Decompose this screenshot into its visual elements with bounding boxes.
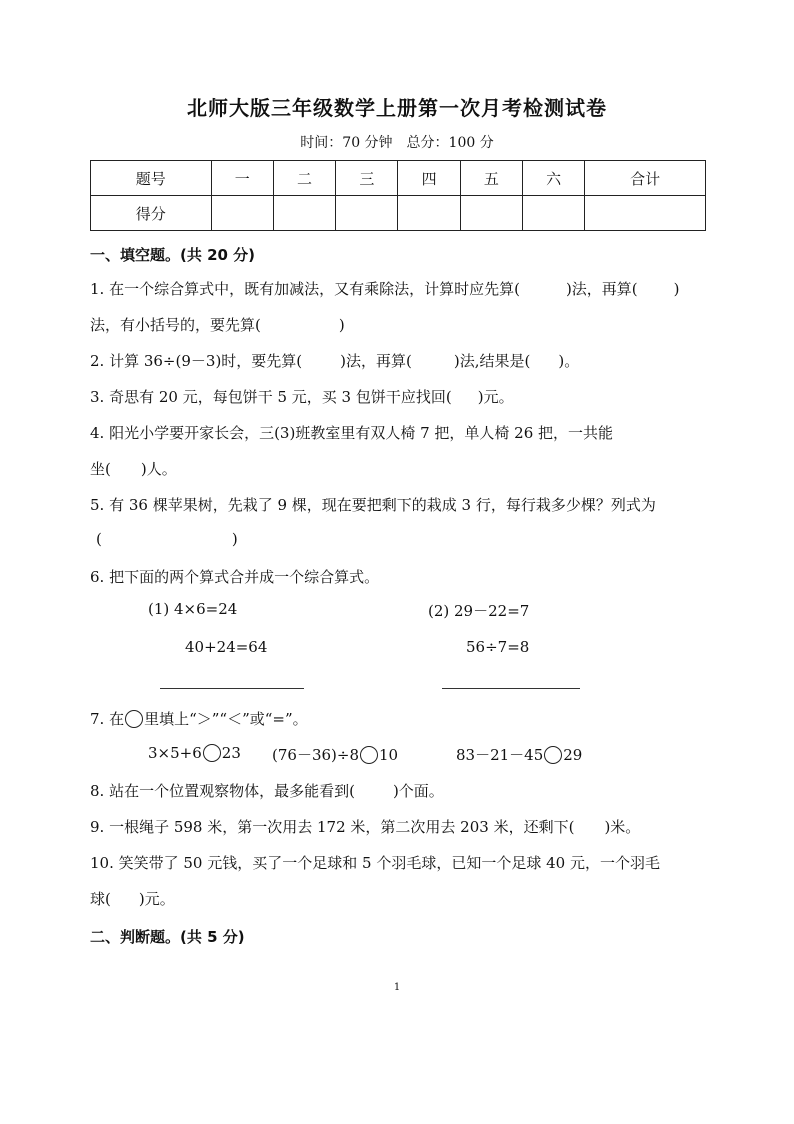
q1-text-e: ) xyxy=(338,316,345,334)
q5-text-a: ( xyxy=(96,530,102,548)
header-cell: 四 xyxy=(398,161,460,196)
q6-right-equation-1: (2) 29－22=7 xyxy=(428,602,530,620)
question-7 xyxy=(90,708,308,729)
circle-icon xyxy=(125,710,143,728)
exam-info: 时间：70 分钟 总分：100 分 xyxy=(300,135,494,151)
q7-expr: 3×5+6 xyxy=(148,744,202,762)
score-table-header-row xyxy=(91,161,706,196)
question-5-line-1: 5. 有 36 棵苹果树，先栽了 9 棵，现在要把剩下的栽成 3 行，每行栽多少棵？列式为 xyxy=(90,496,656,514)
q5-text-b: ) xyxy=(231,530,238,548)
q7-text-b: 里填上“＞”“＜”或“=”。 xyxy=(144,710,308,728)
q7-comparison-3 xyxy=(456,744,582,765)
question-10-line-2 xyxy=(90,888,175,909)
q7-expr: 83－21－45 xyxy=(456,746,544,764)
q2-text-d: )。 xyxy=(558,352,580,370)
header-cell: 题号 xyxy=(91,161,212,196)
question-4-line-1: 4. 阳光小学要开家长会，三(3)班教室里有双人椅 7 把，单人椅 26 把，一共能 xyxy=(90,424,614,442)
question-10-line-1: 10. 笑笑带了 50 元钱，买了一个足球和 5 个羽毛球，已知一个足球 40 元，一个羽毛 xyxy=(90,854,660,872)
question-1-line-1 xyxy=(90,278,680,299)
q1-text-b: )法，再算( xyxy=(565,280,638,298)
question-1-line-2 xyxy=(90,314,345,335)
header-cell: 三 xyxy=(336,161,398,196)
q8-text-b: )个面。 xyxy=(392,782,444,800)
score-cell[interactable] xyxy=(211,196,273,231)
row-label-cell: 得分 xyxy=(91,196,212,231)
score-cell[interactable] xyxy=(398,196,460,231)
compare-circle[interactable] xyxy=(544,746,562,764)
score-cell[interactable] xyxy=(336,196,398,231)
q3-text-b: )元。 xyxy=(477,388,514,406)
q7-text-a: 7. 在 xyxy=(90,710,125,728)
q7-comparison-2 xyxy=(272,744,398,765)
question-8 xyxy=(90,780,444,801)
q7-expr: (76－36)÷8 xyxy=(272,746,359,764)
question-6: 6. 把下面的两个算式合并成一个综合算式。 xyxy=(90,568,380,586)
compare-circle[interactable] xyxy=(203,744,221,762)
q4-text-a: 坐( xyxy=(90,460,111,478)
q6-left-equation-2: 40+24=64 xyxy=(185,638,268,656)
q6-left-equation-1: (1) 4×6=24 xyxy=(148,600,238,618)
question-9 xyxy=(90,816,640,837)
q9-text-b: )米。 xyxy=(604,818,641,836)
header-cell: 一 xyxy=(211,161,273,196)
score-cell[interactable] xyxy=(585,196,706,231)
q6-left-answer-line[interactable] xyxy=(160,688,304,689)
header-cell: 合计 xyxy=(585,161,706,196)
question-3 xyxy=(90,386,514,407)
question-5-line-2 xyxy=(96,530,238,548)
header-cell: 六 xyxy=(523,161,585,196)
q6-right-answer-line[interactable] xyxy=(442,688,580,689)
score-table xyxy=(90,160,706,231)
q1-text-c: ) xyxy=(673,280,680,298)
q7-comparison-1 xyxy=(148,744,241,762)
q1-text-d: 法，有小括号的，要先算( xyxy=(90,316,261,334)
q7-value: 29 xyxy=(563,746,583,764)
section-heading-true-false: 二、判断题。(共 5 分) xyxy=(90,928,245,946)
section-heading-fill-blank: 一、填空题。(共 20 分) xyxy=(90,246,256,264)
q8-text-a: 8. 站在一个位置观察物体，最多能看到( xyxy=(90,782,355,800)
score-cell[interactable] xyxy=(273,196,335,231)
score-table-score-row xyxy=(91,196,706,231)
score-cell[interactable] xyxy=(460,196,522,231)
q7-value: 10 xyxy=(379,746,399,764)
q2-text-c: )法,结果是( xyxy=(453,352,531,370)
page-title: 北师大版三年级数学上册第一次月考检测试卷 xyxy=(187,96,607,120)
header-cell: 五 xyxy=(460,161,522,196)
q10-text-b: )元。 xyxy=(138,890,175,908)
q7-value: 23 xyxy=(221,744,241,762)
q3-text-a: 3. 奇思有 20 元，每包饼干 5 元，买 3 包饼干应找回( xyxy=(90,388,452,406)
q9-text-a: 9. 一根绳子 598 米，第一次用去 172 米，第二次用去 203 米，还剩下( xyxy=(90,818,575,836)
q2-text-a: 2. 计算 36÷(9－3)时，要先算( xyxy=(90,352,303,370)
q1-text-a: 1. 在一个综合算式中，既有加减法，又有乘除法，计算时应先算( xyxy=(90,280,520,298)
q2-text-b: )法，再算( xyxy=(340,352,412,370)
q10-text-a: 球( xyxy=(90,890,111,908)
q6-right-equation-2: 56÷7=8 xyxy=(466,638,530,656)
question-2 xyxy=(90,350,579,371)
header-cell: 二 xyxy=(273,161,335,196)
compare-circle[interactable] xyxy=(360,746,378,764)
question-4-line-2 xyxy=(90,458,177,479)
page-number: 1 xyxy=(393,982,401,993)
q4-text-b: )人。 xyxy=(140,460,177,478)
score-cell[interactable] xyxy=(523,196,585,231)
